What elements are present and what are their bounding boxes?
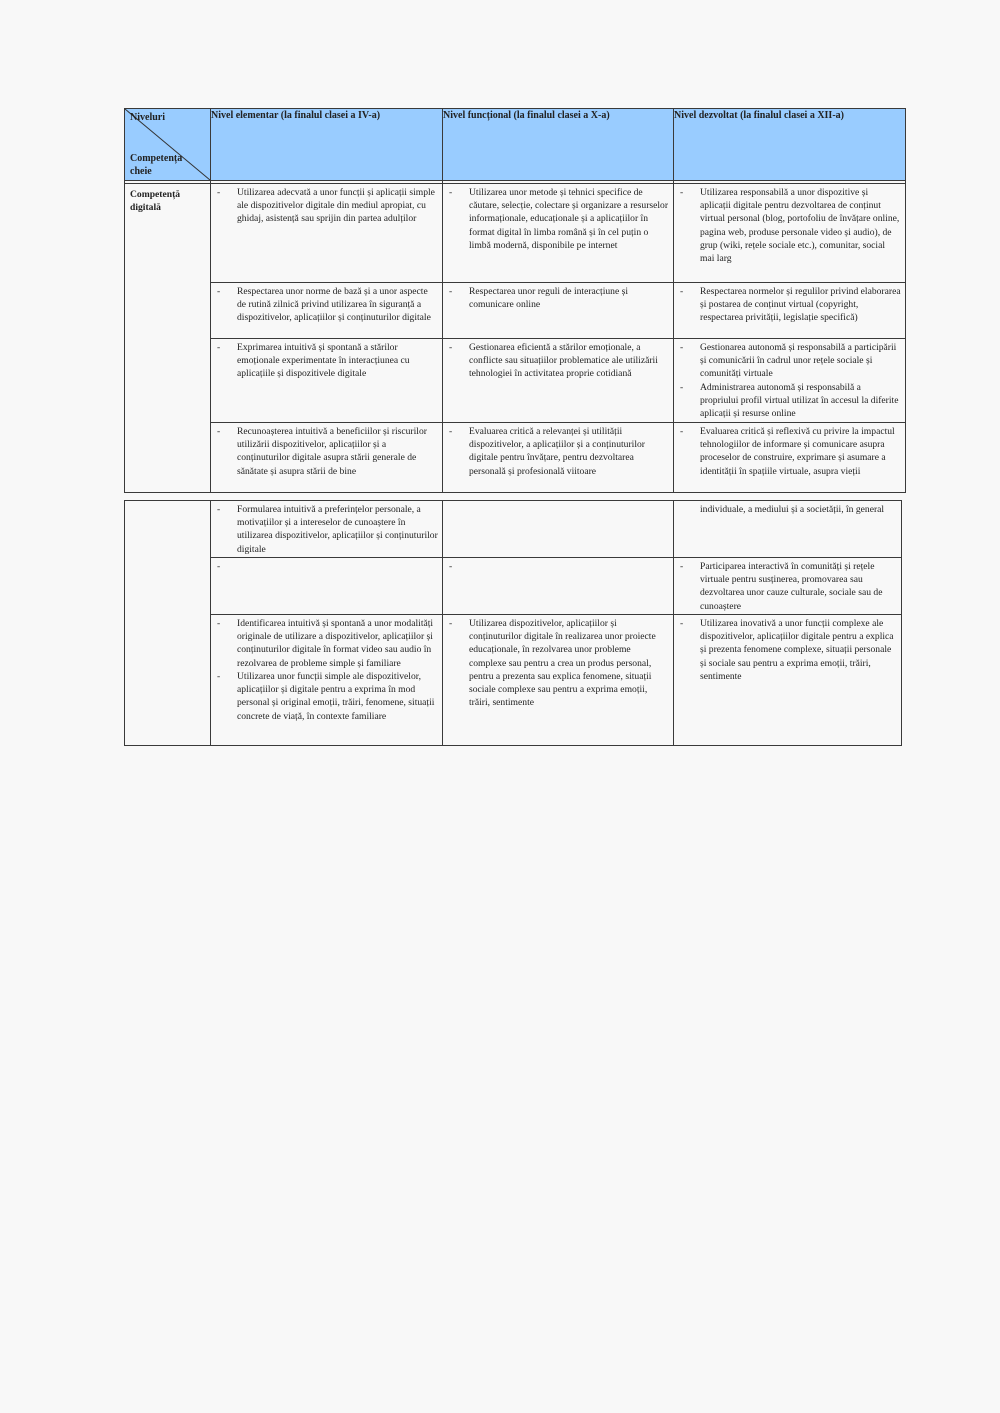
list-item: - Formularea intuitivă a preferințelor personale, a motivațiilor și a intereselor de cunoaștere în utilizarea dispozitivelor, aplicațiilor și conținuturilor digitale [237, 503, 438, 556]
table-row [125, 557, 902, 614]
list-item: - Utilizarea dispozitivelor, aplicațiilor și conținuturilor digitale în realizarea unor proiecte educaționale, în rezolvarea unor probleme complexe sau pentru a crea un produs personal, pentru a prezenta sau explica fenomene, situații sociale complexe sau pentru a exprima emoții, trăiri, sentimente [469, 617, 669, 710]
header-row [125, 109, 906, 181]
cell-functional [443, 557, 674, 614]
cell-dezvoltat [674, 184, 906, 283]
cell-elementar [211, 283, 443, 339]
column-header-functional: Nivel funcțional (la finalul clasei a X-a) [443, 109, 674, 181]
cell-elementar [211, 614, 443, 745]
cell-elementar [211, 501, 443, 558]
column-header-elementar: Nivel elementar (la finalul clasei a IV-a) [211, 109, 443, 181]
list-item: - Evaluarea critică a relevanței și utilității dispozitivelor, a aplicațiilor și a conținuturilor digitale pentru învățare, pentru dezvoltarea personală și profesională viitoare [469, 425, 669, 478]
competence-name-empty [125, 501, 211, 746]
list-item: - Respectarea normelor și regulilor privind elaborarea și postarea de conținut virtual (copyright, respectarea privității, legislație specifică) [700, 285, 901, 325]
table-row [125, 184, 906, 283]
list-item: - Utilizarea responsabilă a unor dispozitive și aplicații digitale pentru dezvoltarea de conținut virtual personal (blog, portofoliu de învățare online, pagina web, produse personale video și audio), de grup (wiki, rețele sociale etc.), comunitar, social mai larg [700, 186, 901, 265]
list-item: - Exprimarea intuitivă și spontană a stărilor emoționale experimentate în interacțiunea cu aplicațiile și dispozitivele digitale [237, 341, 438, 381]
list-item: - Evaluarea critică și reflexivă cu privire la impactul tehnologiilor de informare și comunicare asupra proceselor de construire, exprimare și asumare a identității în spațiile virtuale, asupra vieții [700, 425, 901, 478]
list-item: - Utilizarea inovativă a unor funcții complexe ale dispozitivelor, aplicațiilor digitale pentru a explica și prezenta fenomene complexe, situații personale și sociale sau pentru a exprima emoții, trăiri, sentimente [700, 617, 897, 683]
list-item: - Utilizarea adecvată a unor funcții și aplicații simple ale dispozitivelor digitale din mediul apropiat, cu ghidaj, asistență sau sprijin din partea adulților [237, 186, 438, 226]
list-item [237, 560, 438, 573]
cell-functional [443, 184, 674, 283]
list-item: - Utilizarea unor metode și tehnici specifice de căutare, selecție, colectare și organizare a resurselor informaționale, educaționale și a aplicațiilor în format digital în limba română și în cel puțin o limbă modernă, disponibile pe internet [469, 186, 669, 252]
list-item: - Respectarea unor norme de bază și a unor aspecte de rutină zilnică privind utilizarea în siguranță a dispozitivelor, aplicațiilor și conținuturilor digitale [237, 285, 438, 325]
list-item: - Participarea interactivă în comunități și rețele virtuale pentru susținerea, promovarea sau dezvoltarea unor cauze culturale, sociale sau de cunoaștere [700, 560, 897, 613]
competence-name: Competență digitală [125, 184, 211, 493]
competence-table-part-1 [124, 108, 906, 493]
levels-label: Niveluri [130, 112, 165, 123]
competence-label: Competența cheie [130, 153, 183, 177]
list-item [469, 560, 669, 573]
cell-dezvoltat [674, 557, 902, 614]
corner-header-cell [125, 109, 211, 181]
cell-functional [443, 339, 674, 423]
cell-functional [443, 501, 674, 558]
cell-functional [443, 614, 674, 745]
cell-dezvoltat [674, 614, 902, 745]
list-item: - Administrarea autonomă și responsabilă a propriului profil virtual utilizat în accesul la diferite aplicații și resurse online [700, 381, 901, 421]
list-item: individuale, a mediului și a societății, în general [700, 504, 885, 515]
cell-dezvoltat [674, 423, 906, 493]
table-row [125, 283, 906, 339]
cell-elementar [211, 557, 443, 614]
table-row [125, 423, 906, 493]
cell-elementar [211, 184, 443, 283]
table-row [125, 614, 902, 745]
cell-functional [443, 283, 674, 339]
table-row [125, 501, 902, 558]
cell-dezvoltat [674, 501, 902, 558]
cell-elementar [211, 339, 443, 423]
list-item: - Gestionarea autonomă și responsabilă a participării și comunicării în cadrul unor rețele sociale și comunități virtuale [700, 341, 901, 381]
cell-dezvoltat [674, 339, 906, 423]
cell-dezvoltat [674, 283, 906, 339]
competence-table-part-2 [124, 500, 902, 746]
list-item: - Utilizarea unor funcții simple ale dispozitivelor, aplicațiilor și digitale pentru a exprima în mod personal și original emoții, trăiri, fenomene, situații concrete de viață, în contexte familiare [237, 670, 438, 723]
list-item: - Recunoașterea intuitivă a beneficiilor și riscurilor utilizării dispozitivelor, aplicațiilor și a conținuturilor digitale asupra stării generale de sănătate și asupra stării de bine [237, 425, 438, 478]
table-row [125, 339, 906, 423]
list-item: - Respectarea unor reguli de interacțiune și comunicare online [469, 285, 669, 311]
list-item: - Identificarea intuitivă și spontană a unor modalități originale de utilizare a dispozitivelor, aplicațiilor și conținuturilor digitale în format video sau audio în rezolvarea de probleme simple și familiare [237, 617, 438, 670]
cell-functional [443, 423, 674, 493]
column-header-dezvoltat: Nivel dezvoltat (la finalul clasei a XII-a) [674, 109, 906, 181]
cell-elementar [211, 423, 443, 493]
list-item: - Gestionarea eficientă a stărilor emoționale, a conflicte sau situațiilor problematice ale utilizării tehnologiei în activitatea proprie cotidiană [469, 341, 669, 381]
